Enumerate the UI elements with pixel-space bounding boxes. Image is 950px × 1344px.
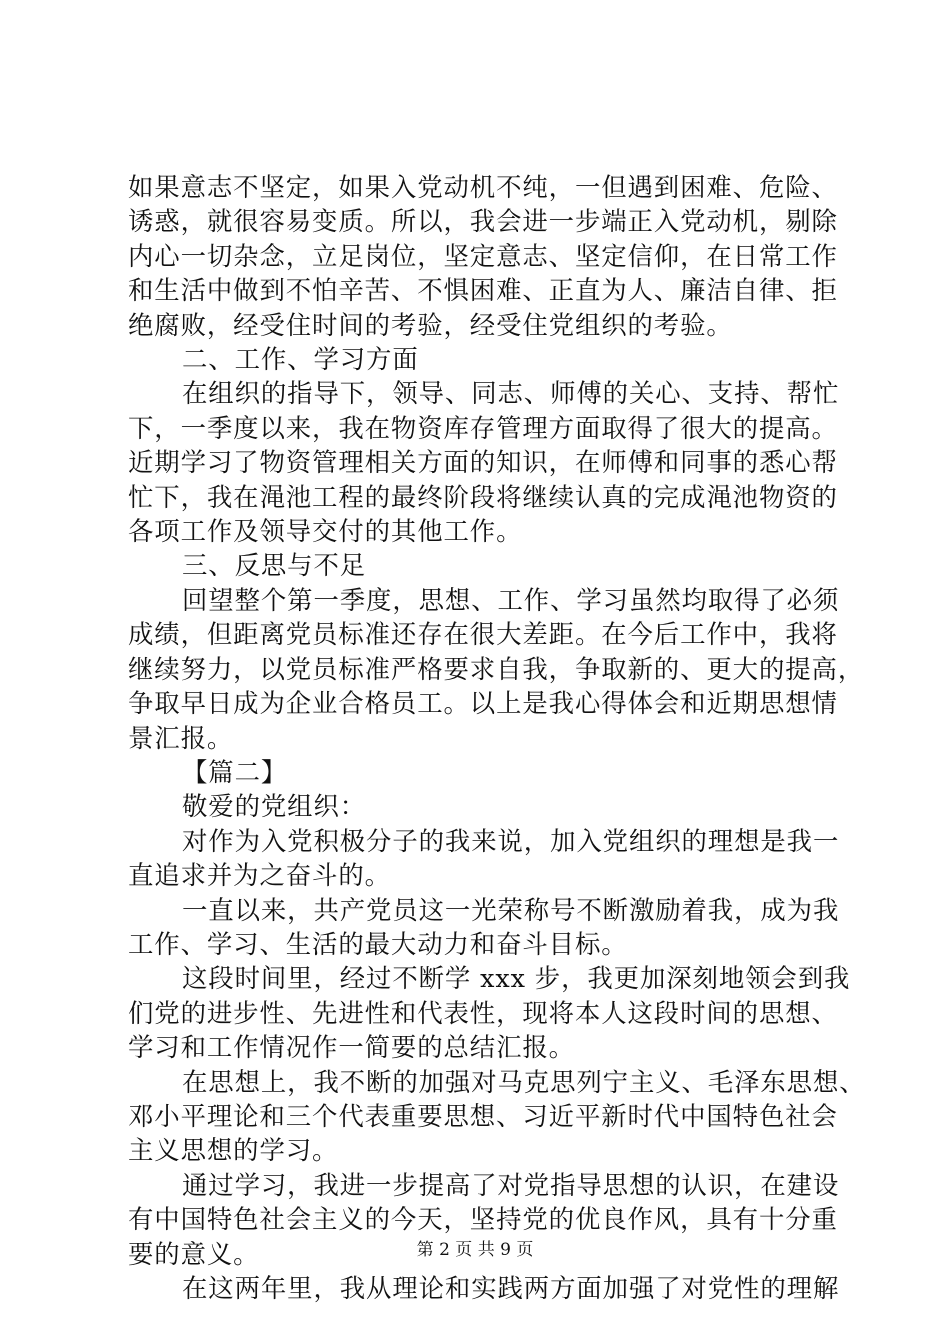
text-line: 成绩，但距离党员标准还存在很大差距。在今后工作中，我将 <box>128 619 838 650</box>
text-line: 内心一切杂念，立足岗位，坚定意志、坚定信仰，在日常工作 <box>128 240 838 271</box>
text-line: 在思想上，我不断的加强对马克思列宁主义、毛泽东思想、 <box>182 1066 866 1097</box>
text-line: 通过学习，我进一步提高了对党指导思想的认识，在建设 <box>182 1169 840 1200</box>
text-line: 主义思想的学习。 <box>128 1135 339 1166</box>
text-line: 这段时间里，经过不断学 xxx 步，我更加深刻地领会到我 <box>182 963 851 994</box>
text-line: 敬爱的党组织： <box>182 791 367 822</box>
text-line: 在组织的指导下，领导、同志、师傅的关心、支持、帮忙 <box>182 378 840 409</box>
text-line: 直追求并为之奋斗的。 <box>128 860 391 891</box>
text-line: 争取早日成为企业合格员工。以上是我心得体会和近期思想情 <box>128 688 838 719</box>
text-line: 忙下，我在渑池工程的最终阶段将继续认真的完成渑池物资的 <box>128 481 838 512</box>
text-line: 诱惑，就很容易变质。所以，我会进一步端正入党动机，剔除 <box>128 206 838 237</box>
text-line: 对作为入党积极分子的我来说，加入党组织的理想是我一 <box>182 825 840 856</box>
text-line: 绝腐败，经受住时间的考验，经受住党组织的考验。 <box>128 309 733 340</box>
text-line: 邓小平理论和三个代表重要思想、习近平新时代中国特色社会 <box>128 1100 838 1131</box>
text-line: 要的意义。 <box>128 1238 260 1269</box>
text-line: 二、工作、学习方面 <box>182 344 419 375</box>
text-line: 在这两年里，我从理论和实践两方面加强了对党性的理解 <box>182 1273 840 1303</box>
text-line: 工作、学习、生活的最大动力和奋斗目标。 <box>128 928 628 959</box>
text-line: 们党的进步性、先进性和代表性，现将本人这段时间的思想、 <box>128 997 838 1028</box>
text-line: 学习和工作情况作一简要的总结汇报。 <box>128 1032 575 1063</box>
text-line: 【篇二】 <box>182 756 288 787</box>
text-line: 和生活中做到不怕辛苦、不惧困难、正直为人、廉洁自律、拒 <box>128 275 838 306</box>
text-line: 各项工作及领导交付的其他工作。 <box>128 516 523 547</box>
text-line: 一直以来，共产党员这一光荣称号不断激励着我，成为我 <box>182 894 840 925</box>
text-line: 近期学习了物资管理相关方面的知识，在师傅和同事的悉心帮 <box>128 447 838 478</box>
text-line: 有中国特色社会主义的今天，坚持党的优良作风，具有十分重 <box>128 1204 838 1235</box>
page-footer: 第 2 页 共 9 页 <box>416 1240 534 1260</box>
text-line: 三、反思与不足 <box>182 550 367 581</box>
text-line: 下，一季度以来，我在物资库存管理方面取得了很大的提高。 <box>128 412 838 443</box>
text-line: 回望整个第一季度，思想、工作、学习虽然均取得了必须 <box>182 584 840 615</box>
document-body <box>128 170 866 1305</box>
text-line: 继续努力，以党员标准严格要求自我，争取新的、更大的提高， <box>128 653 865 684</box>
text-line: 景汇报。 <box>128 722 234 753</box>
text-line: 如果意志不坚定，如果入党动机不纯，一但遇到困难、危险、 <box>128 172 838 202</box>
